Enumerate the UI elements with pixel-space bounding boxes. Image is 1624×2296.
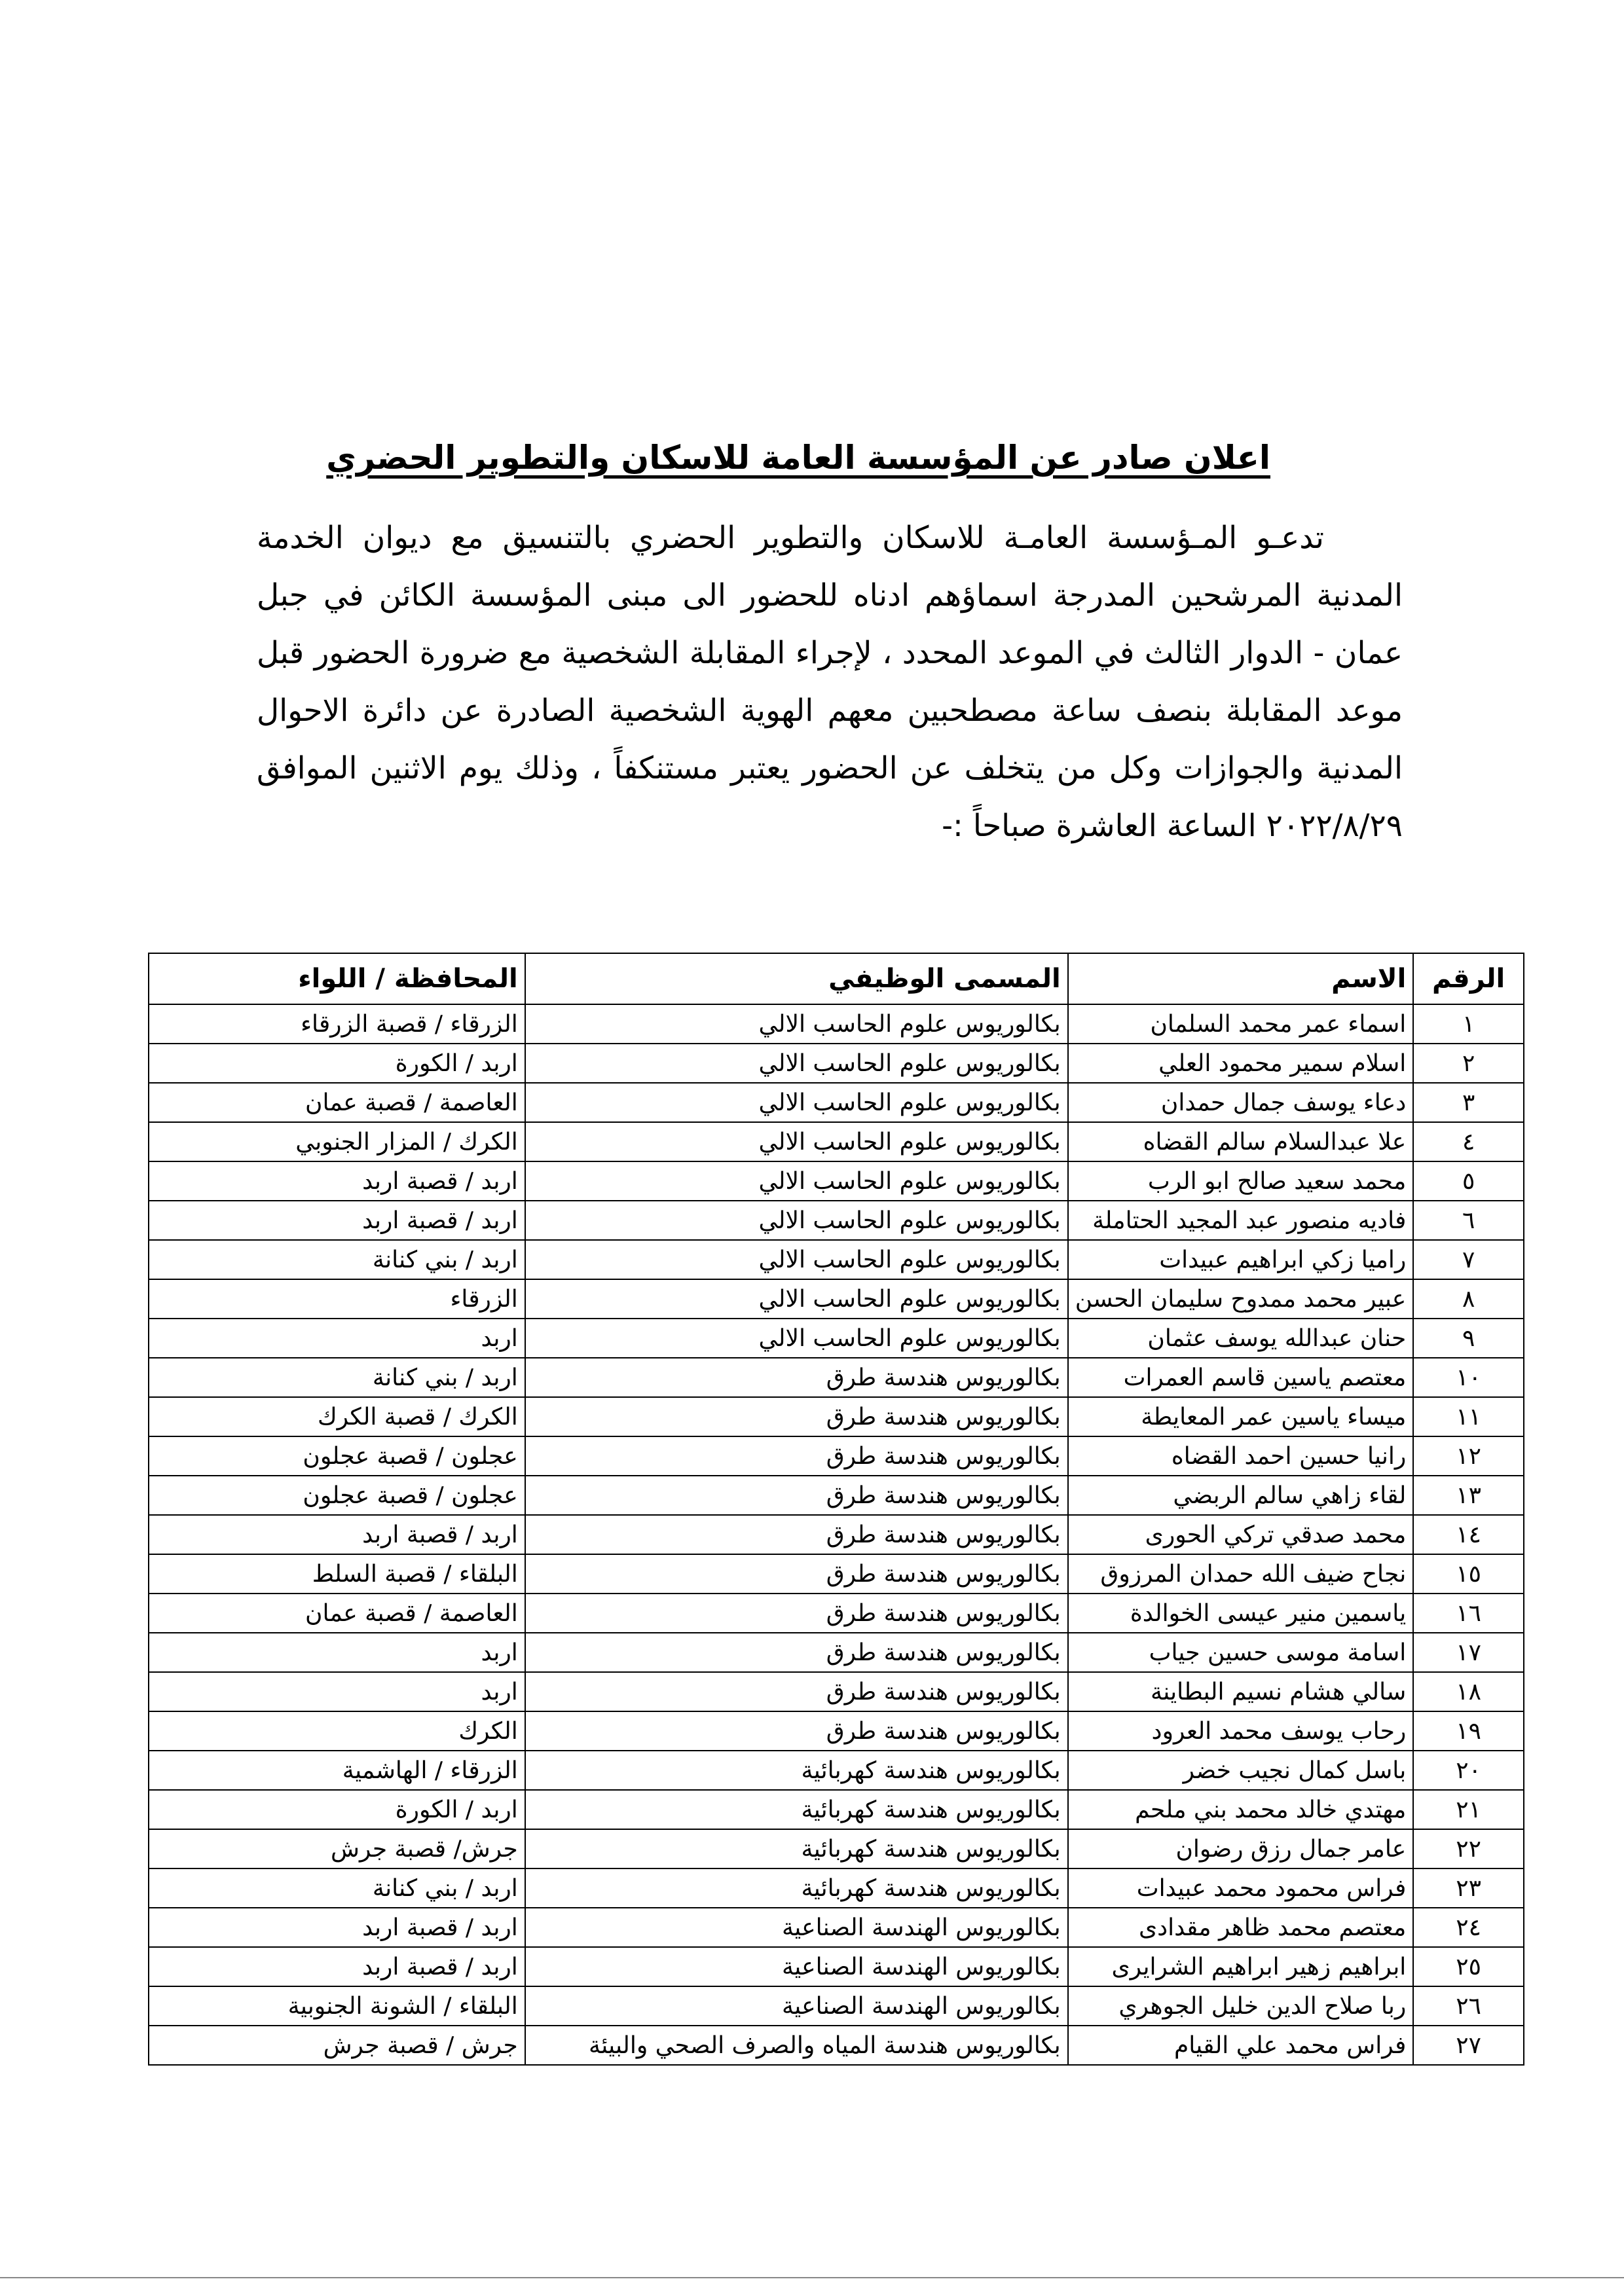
table-row xyxy=(149,1044,1524,1083)
cell-governorate: اربد xyxy=(149,1319,525,1358)
cell-governorate: الزرقاء xyxy=(149,1279,525,1319)
cell-number: ٤ xyxy=(1413,1122,1524,1161)
cell-number: ٧ xyxy=(1413,1240,1524,1279)
cell-name: سالي هشام نسيم البطاينة xyxy=(1068,1672,1414,1711)
table-row xyxy=(149,1319,1524,1358)
cell-name: اسماء عمر محمد السلمان xyxy=(1068,1004,1414,1044)
header-name: الاسم xyxy=(1068,953,1414,1004)
cell-number: ٢٦ xyxy=(1413,1986,1524,2026)
table-row xyxy=(149,1358,1524,1397)
cell-number: ٢١ xyxy=(1413,1790,1524,1829)
cell-name: حنان عبدالله يوسف عثمان xyxy=(1068,1319,1414,1358)
cell-name: عبير محمد ممدوح سليمان الحسن xyxy=(1068,1279,1414,1319)
cell-governorate: الكرك / المزار الجنوبي xyxy=(149,1122,525,1161)
header-governorate: المحافظة / اللواء xyxy=(149,953,525,1004)
table-body xyxy=(149,1004,1524,2065)
cell-job-title: بكالوريوس هندسة كهربائية xyxy=(525,1751,1068,1790)
cell-number: ١٠ xyxy=(1413,1358,1524,1397)
cell-name: عامر جمال رزق رضوان xyxy=(1068,1829,1414,1868)
table-row xyxy=(149,1868,1524,1908)
cell-job-title: بكالوريوس هندسة طرق xyxy=(525,1397,1068,1436)
cell-number: ٢٣ xyxy=(1413,1868,1524,1908)
table-row xyxy=(149,1515,1524,1554)
cell-job-title: بكالوريوس علوم الحاسب الالي xyxy=(525,1083,1068,1122)
cell-name: معتصم ياسين قاسم العمرات xyxy=(1068,1358,1414,1397)
table-row xyxy=(149,1711,1524,1751)
cell-number: ١٨ xyxy=(1413,1672,1524,1711)
cell-name: محمد صدقي تركي الحورى xyxy=(1068,1515,1414,1554)
table-row xyxy=(149,1122,1524,1161)
cell-job-title: بكالوريوس علوم الحاسب الالي xyxy=(525,1122,1068,1161)
cell-name: فاديه منصور عبد المجيد الحتاملة xyxy=(1068,1201,1414,1240)
cell-job-title: بكالوريوس هندسة كهربائية xyxy=(525,1829,1068,1868)
candidates-table xyxy=(148,953,1524,2066)
cell-job-title: بكالوريوس علوم الحاسب الالي xyxy=(525,1279,1068,1319)
cell-number: ٢٠ xyxy=(1413,1751,1524,1790)
cell-governorate: الزرقاء / قصبة الزرقاء xyxy=(149,1004,525,1044)
cell-number: ١٦ xyxy=(1413,1594,1524,1633)
cell-governorate: اربد / بني كنانة xyxy=(149,1868,525,1908)
cell-job-title: بكالوريوس الهندسة الصناعية xyxy=(525,1986,1068,2026)
cell-governorate: اربد / بني كنانة xyxy=(149,1358,525,1397)
cell-job-title: بكالوريوس هندسة المياه والصرف الصحي والبيئة xyxy=(525,2026,1068,2065)
table-row xyxy=(149,1397,1524,1436)
cell-job-title: بكالوريوس هندسة طرق xyxy=(525,1436,1068,1476)
cell-name: دعاء يوسف جمال حمدان xyxy=(1068,1083,1414,1122)
cell-job-title: بكالوريوس الهندسة الصناعية xyxy=(525,1908,1068,1947)
cell-governorate: اربد / قصبة اربد xyxy=(149,1161,525,1201)
cell-name: ربا صلاح الدين خليل الجوهري xyxy=(1068,1986,1414,2026)
cell-name: فراس محمود محمد عبيدات xyxy=(1068,1868,1414,1908)
cell-governorate: اربد xyxy=(149,1633,525,1672)
header-number: الرقم xyxy=(1413,953,1524,1004)
cell-name: باسل كمال نجيب خضر xyxy=(1068,1751,1414,1790)
cell-number: ١١ xyxy=(1413,1397,1524,1436)
cell-number: ٢٢ xyxy=(1413,1829,1524,1868)
cell-name: معتصم محمد ظاهر مقدادى xyxy=(1068,1908,1414,1947)
cell-number: ١٣ xyxy=(1413,1476,1524,1515)
cell-name: ياسمين منير عيسى الخوالدة xyxy=(1068,1594,1414,1633)
cell-governorate: اربد / قصبة اربد xyxy=(149,1515,525,1554)
table-row xyxy=(149,1240,1524,1279)
cell-name: اسلام سمير محمود العلي xyxy=(1068,1044,1414,1083)
cell-governorate: اربد / الكورة xyxy=(149,1790,525,1829)
table-row xyxy=(149,1476,1524,1515)
table-row xyxy=(149,1083,1524,1122)
table-row xyxy=(149,1829,1524,1868)
page-edge-line xyxy=(0,2277,1624,2278)
cell-job-title: بكالوريوس الهندسة الصناعية xyxy=(525,1947,1068,1986)
cell-governorate: البلقاء / قصبة السلط xyxy=(149,1554,525,1594)
cell-job-title: بكالوريوس هندسة طرق xyxy=(525,1594,1068,1633)
table-row xyxy=(149,1279,1524,1319)
cell-governorate: عجلون / قصبة عجلون xyxy=(149,1476,525,1515)
cell-name: ابراهيم زهير ابراهيم الشرايرى xyxy=(1068,1947,1414,1986)
cell-job-title: بكالوريوس هندسة طرق xyxy=(525,1358,1068,1397)
cell-number: ٢ xyxy=(1413,1044,1524,1083)
cell-governorate: اربد / قصبة اربد xyxy=(149,1947,525,1986)
cell-governorate: اربد / الكورة xyxy=(149,1044,525,1083)
table-row xyxy=(149,1201,1524,1240)
cell-job-title: بكالوريوس علوم الحاسب الالي xyxy=(525,1201,1068,1240)
cell-number: ٩ xyxy=(1413,1319,1524,1358)
cell-name: رحاب يوسف محمد العرود xyxy=(1068,1711,1414,1751)
cell-governorate: البلقاء / الشونة الجنوبية xyxy=(149,1986,525,2026)
cell-governorate: اربد / قصبة اربد xyxy=(149,1201,525,1240)
cell-governorate: الكرك xyxy=(149,1711,525,1751)
header-job-title: المسمى الوظيفي xyxy=(525,953,1068,1004)
cell-name: علا عبدالسلام سالم القضاه xyxy=(1068,1122,1414,1161)
cell-number: ٥ xyxy=(1413,1161,1524,1201)
cell-name: رانيا حسين احمد القضاه xyxy=(1068,1436,1414,1476)
cell-number: ٢٧ xyxy=(1413,2026,1524,2065)
cell-job-title: بكالوريوس هندسة كهربائية xyxy=(525,1868,1068,1908)
cell-governorate: اربد / قصبة اربد xyxy=(149,1908,525,1947)
cell-job-title: بكالوريوس هندسة طرق xyxy=(525,1672,1068,1711)
cell-number: ١٩ xyxy=(1413,1711,1524,1751)
table-row xyxy=(149,1751,1524,1790)
table-row xyxy=(149,1947,1524,1986)
cell-job-title: بكالوريوس هندسة طرق xyxy=(525,1711,1068,1751)
cell-number: ٨ xyxy=(1413,1279,1524,1319)
cell-job-title: بكالوريوس هندسة طرق xyxy=(525,1554,1068,1594)
cell-number: ٦ xyxy=(1413,1201,1524,1240)
cell-governorate: جرش / قصبة جرش xyxy=(149,2026,525,2065)
cell-job-title: بكالوريوس هندسة طرق xyxy=(525,1633,1068,1672)
cell-governorate: اربد / بني كنانة xyxy=(149,1240,525,1279)
cell-number: ٢٤ xyxy=(1413,1908,1524,1947)
cell-job-title: بكالوريوس علوم الحاسب الالي xyxy=(525,1161,1068,1201)
cell-name: مهتدي خالد محمد بني ملحم xyxy=(1068,1790,1414,1829)
table-row xyxy=(149,1790,1524,1829)
table-row xyxy=(149,1672,1524,1711)
announcement-title: اعلان صادر عن المؤسسة العامة للاسكان والتطوير الحضري xyxy=(326,439,1270,477)
cell-governorate: العاصمة / قصبة عمان xyxy=(149,1594,525,1633)
cell-governorate: الزرقاء / الهاشمية xyxy=(149,1751,525,1790)
table-row xyxy=(149,2026,1524,2065)
cell-job-title: بكالوريوس هندسة طرق xyxy=(525,1515,1068,1554)
table-row xyxy=(149,1594,1524,1633)
cell-number: ١ xyxy=(1413,1004,1524,1044)
cell-number: ١٧ xyxy=(1413,1633,1524,1672)
cell-governorate: جرش/ قصبة جرش xyxy=(149,1829,525,1868)
table-row xyxy=(149,1436,1524,1476)
cell-governorate: الكرك / قصبة الكرك xyxy=(149,1397,525,1436)
cell-name: نجاح ضيف الله حمدان المرزوق xyxy=(1068,1554,1414,1594)
cell-number: ١٤ xyxy=(1413,1515,1524,1554)
table-row xyxy=(149,1908,1524,1947)
cell-governorate: العاصمة / قصبة عمان xyxy=(149,1083,525,1122)
cell-job-title: بكالوريوس علوم الحاسب الالي xyxy=(525,1044,1068,1083)
cell-name: لقاء زاهي سالم الربضي xyxy=(1068,1476,1414,1515)
table-header-row xyxy=(149,953,1524,1004)
cell-name: محمد سعيد صالح ابو الرب xyxy=(1068,1161,1414,1201)
cell-number: ١٢ xyxy=(1413,1436,1524,1476)
cell-name: ميساء ياسين عمر المعايطة xyxy=(1068,1397,1414,1436)
cell-number: ٣ xyxy=(1413,1083,1524,1122)
table-row xyxy=(149,1161,1524,1201)
table-row xyxy=(149,1004,1524,1044)
cell-job-title: بكالوريوس هندسة كهربائية xyxy=(525,1790,1068,1829)
cell-governorate: عجلون / قصبة عجلون xyxy=(149,1436,525,1476)
cell-governorate: اربد xyxy=(149,1672,525,1711)
cell-name: اسامة موسى حسين جياب xyxy=(1068,1633,1414,1672)
cell-job-title: بكالوريوس علوم الحاسب الالي xyxy=(525,1319,1068,1358)
cell-job-title: بكالوريوس علوم الحاسب الالي xyxy=(525,1004,1068,1044)
cell-job-title: بكالوريوس علوم الحاسب الالي xyxy=(525,1240,1068,1279)
announcement-body: تدعـو المـؤسسة العامـة للاسكان والتطوير الحضري بالتنسيق مع ديوان الخدمة المدنية المرشحين المدرجة اسماؤهم ادناه للحضور الى مبنى المؤسسة الكائن في جبل عمان - الدوار الثالث في الموعد المحدد ، لإجراء المقابلة الشخصية مع ضرورة الحضور قبل موعد المقابلة بنصف ساعة مصطحبين معهم الهوية الشخصية الصادرة عن دائرة الاحوال المدنية والجوازات وكل من يتخلف عن الحضور يعتبر مستنكفاً ، وذلك يوم الاثنين الموافق ٢٠٢٢/٨/٢٩ الساعة العاشرة صباحاً :- xyxy=(257,520,1403,844)
cell-number: ٢٥ xyxy=(1413,1947,1524,1986)
cell-name: راميا زكي ابراهيم عبيدات xyxy=(1068,1240,1414,1279)
cell-job-title: بكالوريوس هندسة طرق xyxy=(525,1476,1068,1515)
cell-number: ١٥ xyxy=(1413,1554,1524,1594)
table-row xyxy=(149,1633,1524,1672)
table-row xyxy=(149,1986,1524,2026)
table-row xyxy=(149,1554,1524,1594)
cell-name: فراس محمد علي القيام xyxy=(1068,2026,1414,2065)
